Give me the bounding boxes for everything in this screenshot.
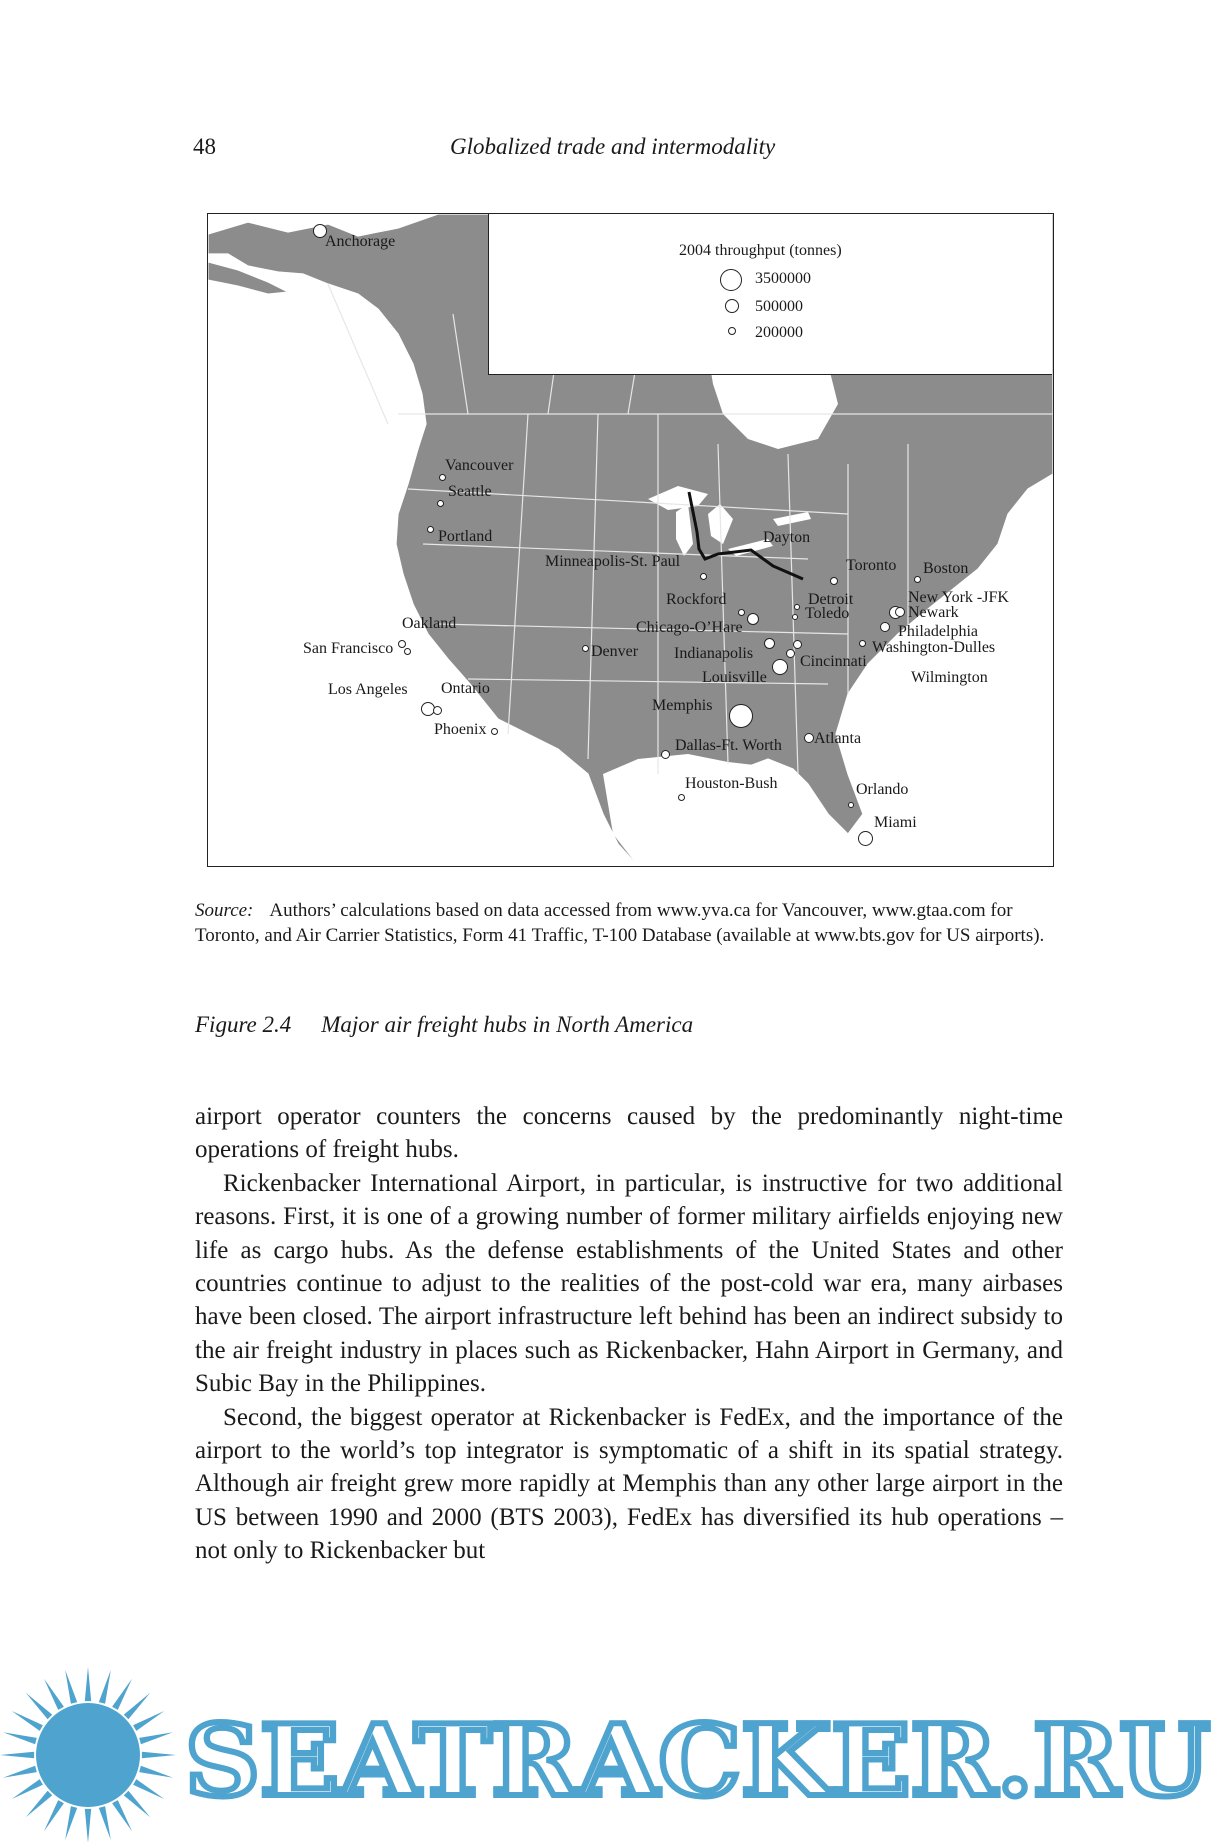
sun-ray	[65, 1670, 77, 1704]
city-label-new-york: New York -JFK	[908, 589, 1009, 606]
legend-medium-circle	[725, 299, 739, 313]
airport-marker-cincinnati	[786, 649, 795, 658]
city-label-minneapolis: Minneapolis-St. Paul	[545, 553, 681, 570]
body-paragraph-2: Rickenbacker International Airport, in particular, is instructive for two additional reasons. First, it is one of a growing number of former military airfields enjoying new life as cargo hubs. As the defense establishments of the United States and other countries continue to adjust to the realities of the post-cold war era, many airbases have been closed. The airport infrastructure left behind has been an indirect subsidy to the air freight industry in places such as Rickenbacker, Hahn Airport in Germany, and Subic Bay in the Philippines.	[195, 1169, 1063, 1398]
airport-marker-minneapolis	[700, 573, 707, 580]
airport-marker-toronto	[830, 577, 838, 585]
airport-marker-vancouver	[439, 474, 446, 481]
running-head: Globalized trade and intermodality	[450, 134, 776, 159]
city-label-vancouver: Vancouver	[445, 457, 514, 474]
airport-marker-denver	[582, 645, 589, 652]
figure-caption	[195, 1012, 693, 1038]
city-label-phoenix: Phoenix	[434, 721, 487, 738]
sun-ray	[112, 1800, 132, 1831]
sun-ray	[44, 1679, 64, 1710]
city-label-memphis: Memphis	[652, 697, 713, 714]
legend-medium-label: 500000	[755, 298, 803, 315]
airport-marker-orlando	[848, 802, 854, 808]
figure-title: Major air freight hubs in North America	[321, 1012, 694, 1037]
airport-marker-philadelphia	[880, 622, 890, 632]
city-label-seattle: Seattle	[448, 483, 492, 500]
legend-small-label: 200000	[755, 324, 803, 341]
sun-ray	[3, 1732, 37, 1744]
sun-ray	[133, 1711, 164, 1731]
city-label-chicago: Chicago-O’Hare	[636, 619, 743, 636]
airport-marker-san-francisco	[404, 648, 411, 655]
city-label-newark: Newark	[908, 604, 959, 621]
sun-ray	[139, 1732, 173, 1744]
airport-marker-ontario	[433, 706, 442, 715]
sun-ray	[124, 1791, 150, 1817]
city-label-rockford: Rockford	[666, 591, 727, 608]
legend-large-label: 3500000	[755, 270, 811, 287]
sun-ray	[44, 1800, 64, 1831]
city-label-atlanta: Atlanta	[814, 730, 862, 747]
sun-ray	[26, 1791, 52, 1817]
city-label-indianapolis: Indianapolis	[674, 645, 754, 662]
air-freight-map	[207, 213, 1054, 867]
airport-marker-louisville	[772, 659, 788, 675]
city-label-toronto: Toronto	[846, 557, 897, 574]
city-label-ontario: Ontario	[441, 680, 490, 697]
sun-ray	[142, 1752, 176, 1758]
airport-marker-toledo	[792, 614, 798, 620]
watermark-text: SEATRACKER.RU	[185, 1704, 1210, 1819]
airport-marker-dallas	[661, 750, 670, 759]
city-label-boston: Boston	[923, 560, 969, 577]
airport-marker-portland	[427, 526, 434, 533]
sun-ray	[139, 1766, 173, 1778]
sun-ray	[133, 1779, 164, 1799]
city-label-toledo: Toledo	[805, 605, 850, 622]
page-number: 48	[193, 134, 216, 159]
sun-ray	[85, 1809, 91, 1842]
city-label-san-francisco: San Francisco	[303, 640, 394, 657]
sun-ray	[65, 1806, 77, 1840]
sun-icon	[0, 1667, 176, 1842]
sun-ray	[85, 1667, 91, 1701]
source-label: Source:	[195, 900, 254, 921]
airport-marker-oakland	[398, 640, 406, 648]
city-label-miami: Miami	[874, 814, 917, 831]
city-label-dayton: Dayton	[763, 529, 811, 546]
city-label-denver: Denver	[591, 643, 639, 660]
sun-ray	[124, 1693, 150, 1719]
city-label-oakland: Oakland	[402, 615, 457, 632]
airport-marker-houston	[678, 794, 685, 801]
airport-marker-chicago	[747, 613, 759, 625]
airport-marker-rockford	[738, 609, 745, 616]
city-label-philadelphia: Philadelphia	[898, 623, 978, 640]
watermark	[0, 1655, 1228, 1842]
legend-title: 2004 throughput (tonnes)	[679, 242, 842, 259]
sun-ray	[0, 1752, 34, 1758]
sun-ray	[26, 1693, 52, 1719]
city-label-cincinnati: Cincinnati	[800, 653, 867, 670]
airport-marker-newark	[895, 607, 905, 617]
airport-marker-seattle	[437, 500, 444, 507]
sun-ray	[112, 1679, 132, 1710]
source-text: Authors’ calculations based on data accessed from www.yva.ca for Vancouver, www.gtaa.com for Toronto, and Air Carrier Statistics, Form 41 Traffic, T-100 Database (available at www.bts.gov for US airports).	[195, 900, 1045, 946]
airport-marker-boston	[914, 576, 921, 583]
airport-marker-miami	[858, 831, 873, 846]
sun-ray	[3, 1766, 37, 1778]
city-label-washington: Washington-Dulles	[872, 639, 996, 656]
airport-marker-memphis	[729, 704, 753, 728]
body-text	[195, 1100, 1063, 1568]
airport-marker-detroit	[794, 604, 800, 610]
city-label-detroit: Detroit	[808, 591, 854, 608]
city-label-los-angeles: Los Angeles	[328, 681, 408, 698]
map-legend	[488, 214, 1052, 375]
city-label-houston: Houston-Bush	[685, 775, 778, 792]
legend-large-circle	[720, 269, 742, 291]
figure-number: Figure 2.4	[195, 1012, 292, 1037]
airport-marker-indianapolis	[764, 638, 775, 649]
sun-ray	[12, 1779, 43, 1799]
city-label-orlando: Orlando	[856, 781, 909, 798]
source-note	[195, 898, 1065, 948]
city-label-louisville: Louisville	[702, 669, 767, 686]
city-label-anchorage: Anchorage	[325, 233, 396, 250]
city-label-portland: Portland	[438, 528, 493, 545]
legend-small-circle	[728, 327, 736, 335]
sun-ray	[99, 1806, 111, 1840]
city-label-wilmington: Wilmington	[911, 669, 988, 686]
airport-marker-dayton	[793, 640, 802, 649]
airport-marker-washington	[859, 640, 866, 647]
airport-marker-atlanta	[804, 733, 814, 743]
sun-ray	[12, 1711, 43, 1731]
sun-ray	[99, 1670, 111, 1704]
body-paragraph-3: Second, the biggest operator at Rickenbacker is FedEx, and the importance of the airport to the world’s top integrator is symptomatic of a shift in its spatial strategy. Although air freight grew more rapidly at Memphis than any other large airport in the US between 1990 and 2000 (BTS 2003), FedEx has diversified its hub operations – not only to Rickenbacker but	[195, 1403, 1063, 1565]
body-paragraph-1: airport operator counters the concerns caused by the predominantly night-time operations of freight hubs.	[195, 1103, 1063, 1164]
airport-marker-phoenix	[491, 728, 498, 735]
city-label-dallas: Dallas-Ft. Worth	[675, 737, 782, 754]
